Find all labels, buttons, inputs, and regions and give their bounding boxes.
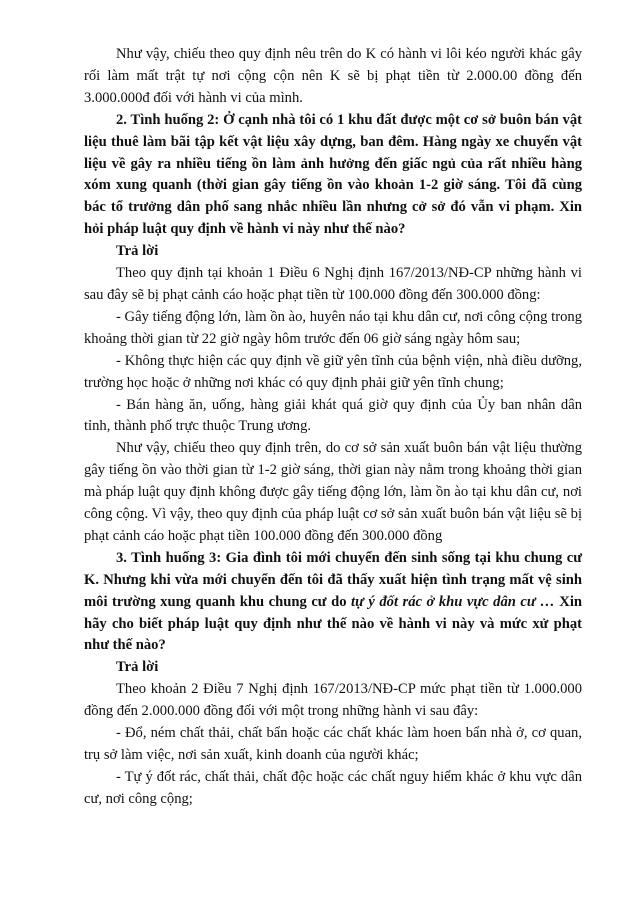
answer-label: Trả lời: [116, 659, 159, 676]
answer-list-item: - Đổ, ném chất thải, chất bẩn hoặc các chất khác làm hoen bẩn nhà ở, cơ quan, trụ sở làm việc, nơi sản xuất, kinh doanh của người khác;: [84, 725, 582, 763]
answer-list-item: - Bán hàng ăn, uống, hàng giải khát quá giờ quy định của Ủy ban nhân dân tỉnh, thành phố trực thuộc Trung ương.: [84, 396, 582, 435]
answer-intro-case-2: Theo quy định tại khoản 1 Điều 6 Nghị định 167/2013/NĐ-CP những hành vi sau đây sẽ bị phạt cảnh cáo hoặc phạt tiền từ 100.000 đồng đến 300.000 đồng:: [84, 265, 582, 303]
question-case-3-emphasis: tự ý đốt rác ở khu vực dân cư …: [351, 593, 555, 610]
answer-intro-case-3: Theo khoản 2 Điều 7 Nghị định 167/2013/NĐ-CP mức phạt tiền từ 1.000.000 đồng đến 2.000.000 đồng đối với một trong những hành vi sau đây:: [84, 681, 582, 720]
question-case-3-part-1: 3. Tình huống 3: Gia đình tôi mới chuyển đến sinh sống tại khu chung cư K. Nhưng khi vừa mới chuyển đến tôi đã thấy xuất hiện tình trạng mất vệ sinh môi trường xung quanh khu chung cư do: [84, 549, 582, 610]
paragraph-conclusion-case-1: Như vậy, chiếu theo quy định nêu trên do K có hành vi lôi kéo người khác gây rối làm mất trật tự nơi cộng cộn nên K sẽ bị phạt tiền từ 2.000.00 đồng đến 3.000.000đ đối với hành vi của mình.: [84, 46, 582, 106]
question-case-3: [84, 548, 582, 658]
answer-list-item: - Không thực hiện các quy định về giữ yên tĩnh của bệnh viện, nhà điều dưỡng, trường học hoặc ở những nơi khác có quy định phải giữ yên tĩnh chung;: [84, 352, 582, 391]
question-case-2: 2. Tình huống 2: Ở cạnh nhà tôi có 1 khu đất được một cơ sở buôn bán vật liệu thuê làm bãi tập kết vật liệu xây dựng, ban đêm. Hàng ngày xe chuyển vật liệu về gây ra nhiều tiếng ồn làm ảnh hưởng đến giấc ngủ của rất nhiều hàng xóm xung quanh (thời gian gây tiếng ồn vào khoản 1-2 giờ sáng. Tôi đã cùng bác tổ trưởng dân phố sang nhắc nhiều lần nhưng cở sở đó vẫn vi phạm. Xin hỏi pháp luật quy định về hành vi này như thế nào?: [84, 111, 582, 238]
answer-list-item: - Gây tiếng động lớn, làm ồn ào, huyên náo tại khu dân cư, nơi công cộng trong khoảng thời gian từ 22 giờ ngày hôm trước đến 06 giờ sáng ngày hôm sau;: [84, 308, 582, 347]
answer-label: Trả lời: [116, 243, 159, 260]
answer-list-item: - Tự ý đốt rác, chất thải, chất độc hoặc các chất nguy hiểm khác ở khu vực dân cư, nơi công cộng;: [84, 768, 582, 807]
answer-conclusion-case-2: Như vậy, chiếu theo quy định trên, do cơ sở sản xuất buôn bán vật liệu thường gây tiếng ồn vào thời gian từ 1-2 giờ sáng, thời gian này nằm trong khoảng thời gian mà pháp luật quy định không được gây tiếng động lớn, làm ồn ào tại khu dân cư, nơi công cộng. Vì vậy, theo quy định của pháp luật cơ sở sản xuất buôn bán vật liệu sẽ bị phạt cảnh cáo hoặc phạt tiền 100.000 đồng đến 300.000 đồng: [84, 440, 582, 544]
document-page: [84, 44, 582, 811]
question-case-3-part-2: Xin hãy cho biết pháp luật quy định như thế nào về hành vi này và mức xử phạt như thế nào?: [84, 593, 582, 654]
